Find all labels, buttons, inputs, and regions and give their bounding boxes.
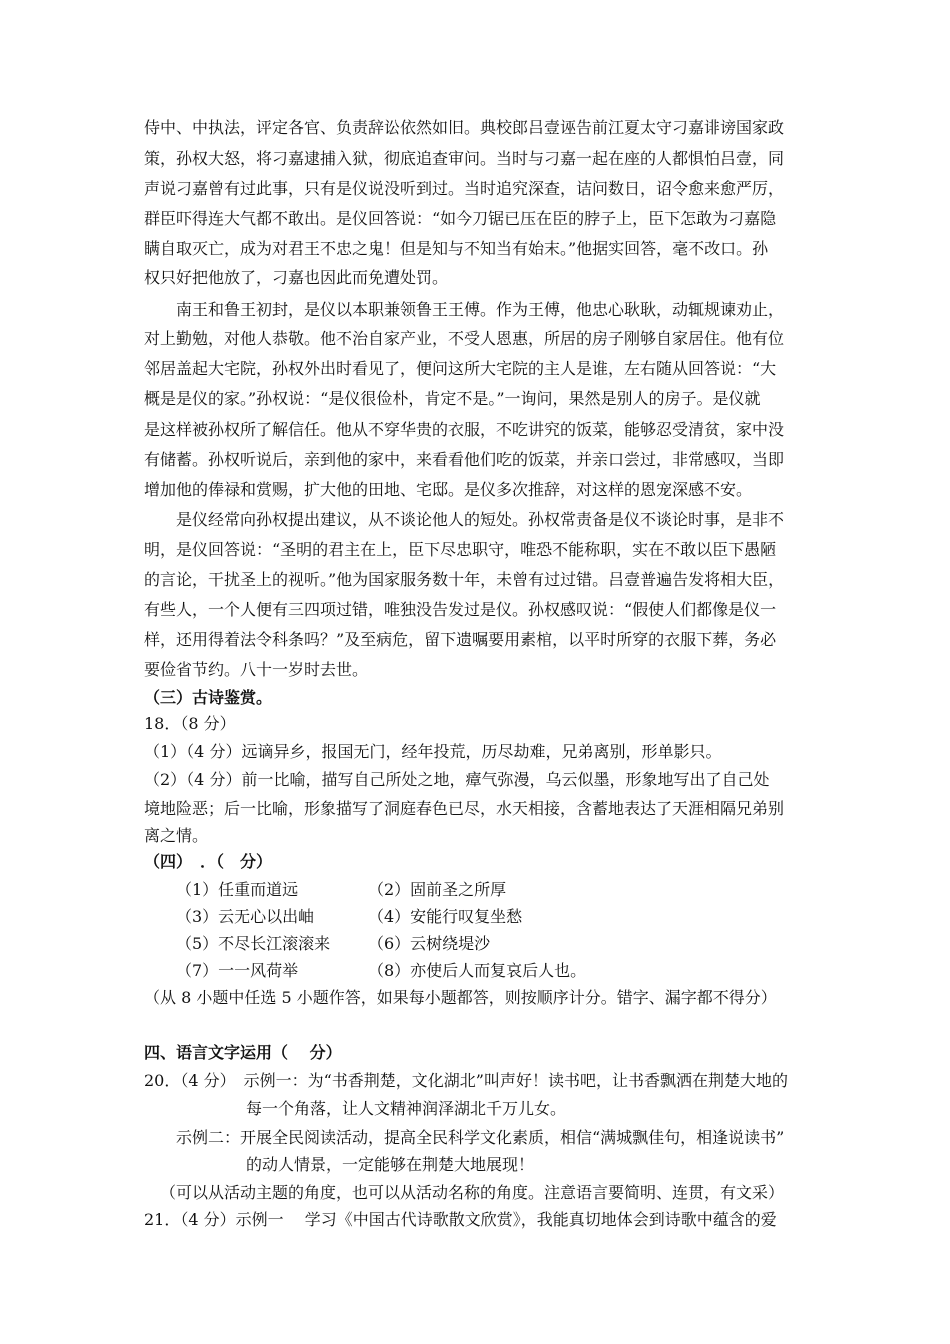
answer-item: （4）安能行叹复坐愁 xyxy=(368,907,523,926)
body-line: 明，是仪回答说：“圣明的君主在上，臣下尽忠职守，唯恐不能称职，实在不敢以臣下愚陋 xyxy=(144,540,777,559)
scoring-note: （从 8 小题中任选 5 小题作答，如果每小题都答，则按顺序计分。错字、漏字都不得分） xyxy=(144,988,777,1007)
body-line: 有储蓄。孙权听说后，亲到他的家中，来看看他们吃的饭菜，并亲口尝过，非常感叹，当即 xyxy=(144,450,785,469)
body-line: 样，还用得着法令科条吗？”及至病危，留下遗嘱要用素棺，以平时所穿的衣服下葬，务必 xyxy=(144,630,777,649)
body-line: 是仪经常向孙权提出建议，从不谈论他人的短处。孙权常责备是仪不谈论时事，是非不 xyxy=(176,510,785,529)
body-line: 概是是仪的家。”孙权说：“是仪很俭朴，肯定不是。”一询问，果然是别人的房子。是仪就 xyxy=(144,389,761,408)
part-heading: 四、语言文字运用（ 分） xyxy=(144,1043,342,1062)
answer-line: 20．（4 分） 示例一：为“书香荆楚，文化湖北”叫声好！读书吧，让书香飘洒在荆楚大地的 xyxy=(144,1071,788,1090)
body-line: 要俭省节约。八十一岁时去世。 xyxy=(144,660,369,679)
body-line: 声说刁嘉曾有过此事，只有是仪说没听到过。当时追究深查，诘问数日，诏令愈来愈严厉， xyxy=(144,179,785,198)
body-line: 侍中、中执法，评定各官、负责辞讼依然如旧。典校郎吕壹诬告前江夏太守刁嘉诽谤国家政 xyxy=(144,118,785,137)
body-line: 权只好把他放了，刁嘉也因此而免遭处罚。 xyxy=(144,268,449,287)
answer-line: 示例二：开展全民阅读活动，提高全民科学文化素质，相信“满城飘佳句，相逢说读书” xyxy=(176,1128,785,1147)
answer-line: （2）（4 分）前一比喻，描写自己所处之地，瘴气弥漫，乌云似墨，形象地写出了自己处 xyxy=(144,770,770,789)
body-line: 瞒自取灭亡，成为对君王不忠之鬼！但是知与不知当有始末。”他据实回答，毫不改口。孙 xyxy=(144,239,769,258)
body-line: 的言论，干扰圣上的视听。”他为国家服务数十年，未曾有过过错。吕壹普遍告发将相大臣， xyxy=(144,570,785,589)
body-line: 群臣吓得连大气都不敢出。是仪回答说：“如今刀锯已压在臣的脖子上，臣下怎敢为刁嘉隐 xyxy=(144,209,777,228)
answer-item: （7）一一风荷举 xyxy=(176,961,299,980)
body-line: 增加他的俸禄和赏赐，扩大他的田地、宅邸。是仪多次推辞，对这样的恩宠深感不安。 xyxy=(144,480,753,499)
question-number: 18．（8 分） xyxy=(144,714,236,733)
body-line: 策，孙权大怒，将刁嘉逮捕入狱，彻底追查审问。当时与刁嘉一起在座的人都惧怕吕壹，同 xyxy=(144,149,785,168)
section-heading: （三）古诗鉴赏。 xyxy=(144,688,273,707)
answer-item: （5）不尽长江滚滚来 xyxy=(176,934,331,953)
answer-line: （1）（4 分）远谪异乡，报国无门，经年投荒，历尽劫难，兄弟离别，形单影只。 xyxy=(144,742,722,761)
body-line: 邻居盖起大宅院，孙权外出时看见了，便问这所大宅院的主人是谁，左右随从回答说：“大 xyxy=(144,359,777,378)
answer-item: （2）固前圣之所厚 xyxy=(368,880,507,899)
answer-line: 离之情。 xyxy=(144,826,209,845)
scoring-note: （可以从活动主题的角度，也可以从活动名称的角度。注意语言要简明、连贯，有文采） xyxy=(160,1183,785,1202)
answer-item: （6）云树绕堤沙 xyxy=(368,934,491,953)
answer-line: 21．（4 分）示例一 学习《中国古代诗歌散文欣赏》，我能真切地体会到诗歌中蕴含的爱 xyxy=(144,1210,777,1229)
body-line: 有些人，一个人便有三四项过错，唯独没告发过是仪。孙权感叹说：“假使人们都像是仪一 xyxy=(144,600,777,619)
answer-item: （3）云无心以出岫 xyxy=(176,907,315,926)
body-line: 是这样被孙权所了解信任。他从不穿华贵的衣服，不吃讲究的饭菜，能够忍受清贫，家中没 xyxy=(144,420,785,439)
answer-row xyxy=(176,880,298,900)
answer-line: 每一个角落，让人文精神润泽湖北千万儿女。 xyxy=(246,1099,567,1118)
body-line: 南王和鲁王初封，是仪以本职兼领鲁王王傅。作为王傅，他忠心耿耿，动辄规谏劝止， xyxy=(176,300,785,319)
answer-item: （1）任重而道远 xyxy=(176,880,299,899)
answer-line: 境地险恶；后一比喻，形象描写了洞庭春色已尽，水天相接，含蓄地表达了天涯相隔兄弟别 xyxy=(144,799,785,818)
answer-line: 的动人情景，一定能够在荆楚大地展现！ xyxy=(246,1155,535,1174)
section-heading: （四） ．（ 分） xyxy=(144,852,273,871)
answer-item: （8）亦使后人而复哀后人也。 xyxy=(368,961,587,980)
body-line: 对上勤勉，对他人恭敬。他不治自家产业，不受人恩惠，所居的房子刚够自家居住。他有位 xyxy=(144,329,785,348)
